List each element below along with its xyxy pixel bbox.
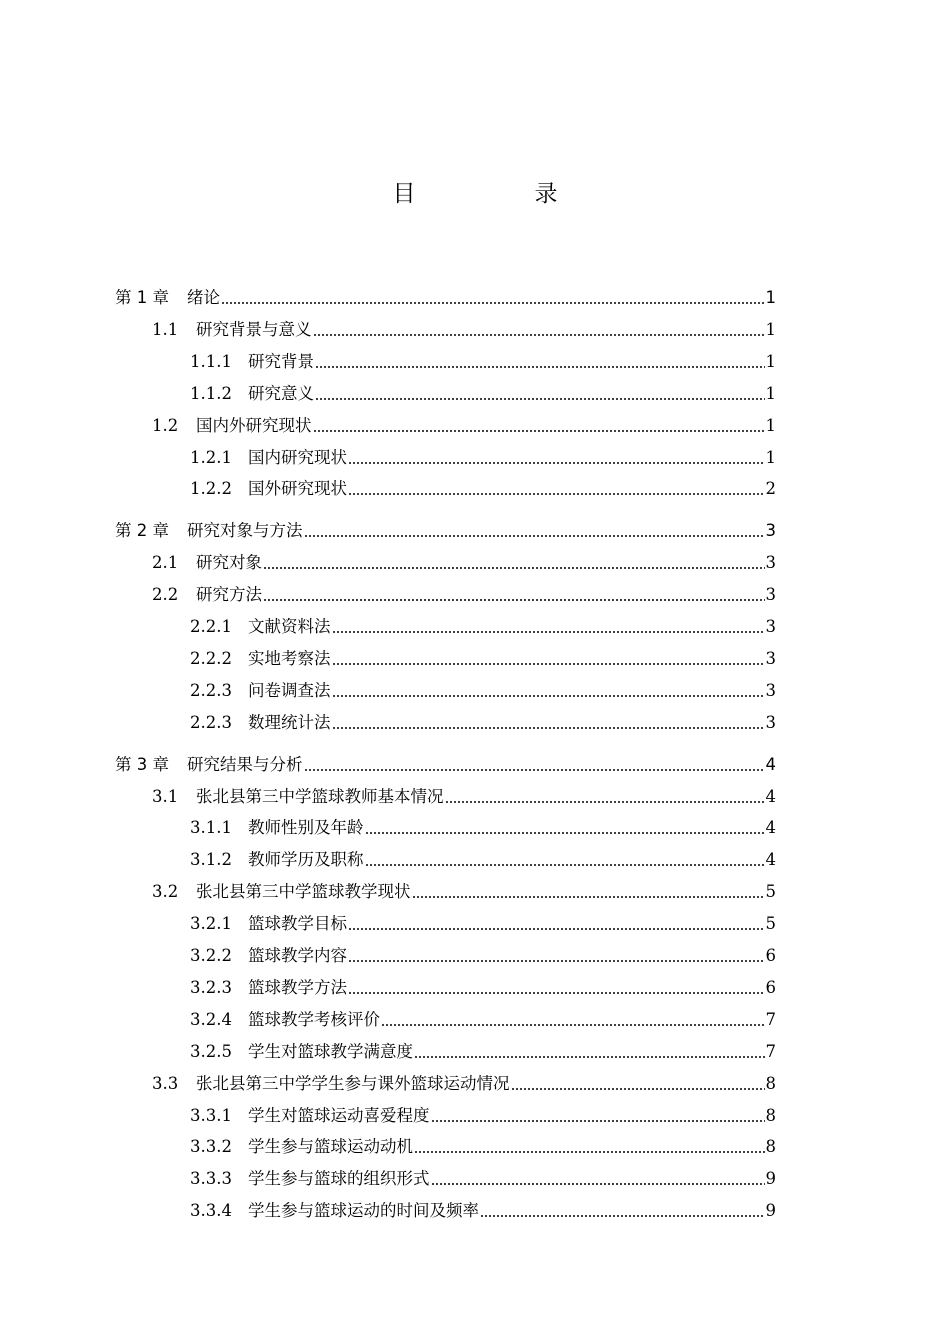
toc-entry-level-3[interactable] bbox=[190, 846, 776, 870]
toc-entry-number: 3.2.5 bbox=[190, 1041, 232, 1061]
toc-entry-label: 问卷调查法 bbox=[248, 680, 331, 700]
toc-entry-label: 研究意义 bbox=[248, 383, 314, 403]
toc-entry-number: 3.2 bbox=[152, 882, 179, 902]
toc-entry-label: 张北县第三中学篮球教学现状 bbox=[196, 882, 411, 902]
toc-entry-page: 4 bbox=[765, 754, 776, 774]
toc-leader-dots bbox=[315, 357, 765, 369]
toc-leader-dots bbox=[445, 792, 765, 804]
toc-entry-number: 3.2.2 bbox=[190, 946, 232, 965]
toc-entry-label: 研究结果与分析 bbox=[187, 754, 303, 774]
toc-entry-page: 1 bbox=[765, 319, 776, 339]
toc-entry-label: 文献资料法 bbox=[248, 617, 331, 636]
toc-entry-number: 3.3.1 bbox=[190, 1105, 232, 1125]
toc-leader-dots bbox=[221, 293, 765, 305]
toc-entry-number: 1.2.2 bbox=[190, 479, 232, 499]
toc-leader-dots bbox=[332, 718, 765, 730]
toc-leader-dots bbox=[348, 453, 765, 465]
toc-entry-label: 研究背景 bbox=[248, 351, 314, 371]
toc-entry-page: 3 bbox=[765, 585, 776, 605]
toc-entry-level-3[interactable] bbox=[190, 645, 776, 669]
toc-entry-page: 8 bbox=[765, 1073, 776, 1093]
toc-entry-level-2[interactable] bbox=[152, 878, 776, 902]
toc-entry-level-2[interactable] bbox=[152, 1070, 776, 1094]
toc-entry-label: 学生对篮球教学满意度 bbox=[248, 1041, 413, 1061]
toc-entry-number: 1.2 bbox=[152, 415, 179, 435]
toc-entry-page: 1 bbox=[765, 351, 776, 371]
toc-entry-page: 1 bbox=[765, 383, 776, 403]
toc-entry-number: 3.1 bbox=[152, 786, 179, 806]
toc-entry-number: 3.2.3 bbox=[190, 977, 232, 997]
toc-entry-page: 4 bbox=[765, 786, 776, 806]
toc-leader-dots bbox=[332, 686, 765, 698]
toc-entry-label: 学生参与篮球的组织形式 bbox=[248, 1169, 430, 1189]
toc-entry-number: 1.1 bbox=[152, 319, 179, 339]
toc-entry-label: 研究背景与意义 bbox=[196, 319, 312, 339]
toc-entry-label: 篮球教学目标 bbox=[248, 914, 347, 934]
toc-leader-dots bbox=[365, 855, 765, 867]
toc-entry-page: 7 bbox=[765, 1009, 776, 1029]
toc-entry-level-2[interactable] bbox=[152, 316, 776, 340]
toc-entry-page: 4 bbox=[765, 818, 776, 838]
toc-entry-level-2[interactable] bbox=[152, 549, 776, 573]
toc-entry-page: 9 bbox=[765, 1169, 776, 1189]
toc-entry-level-1[interactable] bbox=[115, 751, 776, 775]
toc-entry-page: 3 bbox=[765, 648, 776, 668]
toc-leader-dots bbox=[304, 760, 765, 772]
toc-entry-page: 2 bbox=[765, 479, 776, 499]
toc-entry-level-3[interactable] bbox=[190, 677, 776, 701]
toc-entry-level-3[interactable] bbox=[190, 1102, 776, 1126]
toc-entry-level-2[interactable] bbox=[152, 581, 776, 605]
toc-entry-label: 数理统计法 bbox=[248, 712, 331, 732]
toc-entry-page: 4 bbox=[765, 850, 776, 870]
toc-entry-level-3[interactable] bbox=[190, 1038, 776, 1062]
toc-entry-page: 3 bbox=[765, 712, 776, 732]
toc-entry-page: 9 bbox=[765, 1201, 776, 1221]
toc-entry-number: 3.1.1 bbox=[190, 818, 232, 838]
toc-entry-label: 国内研究现状 bbox=[248, 447, 347, 467]
toc-entry-number: 1.1.1 bbox=[190, 351, 232, 371]
toc-entry-level-3[interactable] bbox=[190, 1006, 776, 1030]
toc-entry-number: 第 1 章 bbox=[115, 288, 169, 307]
toc-entry-label: 教师学历及职称 bbox=[248, 850, 364, 870]
toc-entry-level-3[interactable] bbox=[190, 348, 776, 372]
toc-entry-label: 篮球教学考核评价 bbox=[248, 1009, 380, 1029]
toc-entry-number: 3.1.2 bbox=[190, 850, 232, 870]
toc-entry-number: 2.2.3 bbox=[190, 680, 232, 700]
toc-entry-level-3[interactable] bbox=[190, 1133, 776, 1157]
toc-entry-label: 国内外研究现状 bbox=[196, 415, 312, 435]
toc-entry-level-3[interactable] bbox=[190, 814, 776, 838]
toc-entry-number: 1.2.1 bbox=[190, 447, 232, 467]
toc-leader-dots bbox=[313, 325, 765, 337]
toc-entry-page: 8 bbox=[765, 1137, 776, 1157]
toc-leader-dots bbox=[348, 484, 765, 496]
toc-leader-dots bbox=[315, 389, 765, 401]
toc-entry-number: 2.2.3 bbox=[190, 712, 232, 732]
toc-entry-page: 6 bbox=[765, 977, 776, 997]
toc-entry-number: 3.3.2 bbox=[190, 1137, 232, 1157]
toc-leader-dots bbox=[365, 823, 765, 835]
toc-leader-dots bbox=[263, 558, 765, 570]
toc-entry-level-2[interactable] bbox=[152, 412, 776, 436]
toc-entry-label: 张北县第三中学学生参与课外篮球运动情况 bbox=[196, 1073, 510, 1093]
toc-entry-page: 1 bbox=[765, 288, 776, 307]
toc-leader-dots bbox=[348, 983, 765, 995]
toc-entry-label: 学生参与篮球运动的时间及频率 bbox=[248, 1201, 479, 1221]
toc-entry-page: 3 bbox=[765, 521, 776, 541]
toc-leader-dots bbox=[263, 590, 765, 602]
toc-entry-label: 篮球教学内容 bbox=[248, 946, 347, 965]
toc-entry-level-3[interactable] bbox=[190, 613, 776, 637]
toc-leader-dots bbox=[431, 1111, 765, 1123]
toc-entry-number: 3.2.4 bbox=[190, 1009, 232, 1029]
toc-leader-dots bbox=[332, 622, 765, 634]
toc-entry-level-3[interactable] bbox=[190, 974, 776, 998]
toc-leader-dots bbox=[332, 654, 765, 666]
toc-entry-page: 5 bbox=[765, 882, 776, 902]
toc-entry-page: 5 bbox=[765, 914, 776, 934]
toc-leader-dots bbox=[348, 919, 765, 931]
toc-entry-number: 2.2 bbox=[152, 585, 179, 605]
toc-entry-label: 绪论 bbox=[187, 288, 220, 307]
toc-entry-level-3[interactable] bbox=[190, 910, 776, 934]
toc-leader-dots bbox=[348, 951, 765, 963]
toc-entry-page: 6 bbox=[765, 946, 776, 965]
toc-entry-level-2[interactable] bbox=[152, 783, 776, 807]
toc-entry-level-3[interactable] bbox=[190, 1165, 776, 1189]
toc-entry-label: 张北县第三中学篮球教师基本情况 bbox=[196, 786, 444, 806]
toc-entry-number: 3.3.4 bbox=[190, 1201, 232, 1221]
toc-entry-number: 3.3 bbox=[152, 1073, 179, 1093]
toc-entry-page: 1 bbox=[765, 415, 776, 435]
toc-entry-level-3[interactable] bbox=[190, 1197, 776, 1221]
toc-entry-label: 实地考察法 bbox=[248, 648, 331, 668]
toc-entry-page: 1 bbox=[765, 447, 776, 467]
toc-entry-page: 3 bbox=[765, 617, 776, 636]
toc-entry-level-3[interactable] bbox=[190, 475, 776, 499]
toc-leader-dots bbox=[412, 887, 765, 899]
toc-entry-page: 3 bbox=[765, 553, 776, 573]
toc-leader-dots bbox=[511, 1079, 765, 1091]
toc-entry-number: 1.1.2 bbox=[190, 383, 232, 403]
toc-entry-page: 8 bbox=[765, 1105, 776, 1125]
toc-entry-number: 2.1 bbox=[152, 553, 179, 573]
toc-entry-number: 2.2.1 bbox=[190, 617, 232, 636]
toc-entry-level-1[interactable] bbox=[115, 517, 776, 541]
toc-leader-dots bbox=[414, 1142, 765, 1154]
page-title: 目 录 bbox=[392, 181, 606, 207]
toc-leader-dots bbox=[381, 1015, 765, 1027]
toc-entry-number: 第 3 章 bbox=[115, 754, 169, 774]
toc-entry-level-1[interactable] bbox=[115, 284, 776, 308]
toc-entry-label: 学生参与篮球运动动机 bbox=[248, 1137, 413, 1157]
toc-entry-label: 教师性别及年龄 bbox=[248, 818, 364, 838]
toc-entry-page: 3 bbox=[765, 680, 776, 700]
toc-entry-number: 2.2.2 bbox=[190, 648, 232, 668]
toc-entry-label: 研究对象与方法 bbox=[187, 521, 303, 541]
toc-entry-label: 学生对篮球运动喜爱程度 bbox=[248, 1105, 430, 1125]
toc-entry-level-3[interactable] bbox=[190, 444, 776, 468]
toc-leader-dots bbox=[414, 1047, 765, 1059]
toc-entry-label: 篮球教学方法 bbox=[248, 977, 347, 997]
toc-entry-level-3[interactable] bbox=[190, 709, 776, 733]
toc-leader-dots bbox=[480, 1206, 765, 1218]
toc-leader-dots bbox=[304, 526, 765, 538]
toc-leader-dots bbox=[431, 1174, 765, 1186]
toc-entry-number: 第 2 章 bbox=[115, 521, 169, 541]
toc-entry-level-3[interactable] bbox=[190, 380, 776, 404]
toc-entry-level-3[interactable] bbox=[190, 942, 776, 966]
toc-entry-number: 3.3.3 bbox=[190, 1169, 232, 1189]
toc-entry-page: 7 bbox=[765, 1041, 776, 1061]
toc-entry-label: 研究方法 bbox=[196, 585, 262, 605]
toc-entry-label: 研究对象 bbox=[196, 553, 262, 573]
toc-entry-number: 3.2.1 bbox=[190, 914, 232, 934]
toc-entry-label: 国外研究现状 bbox=[248, 479, 347, 499]
toc-leader-dots bbox=[313, 421, 765, 433]
